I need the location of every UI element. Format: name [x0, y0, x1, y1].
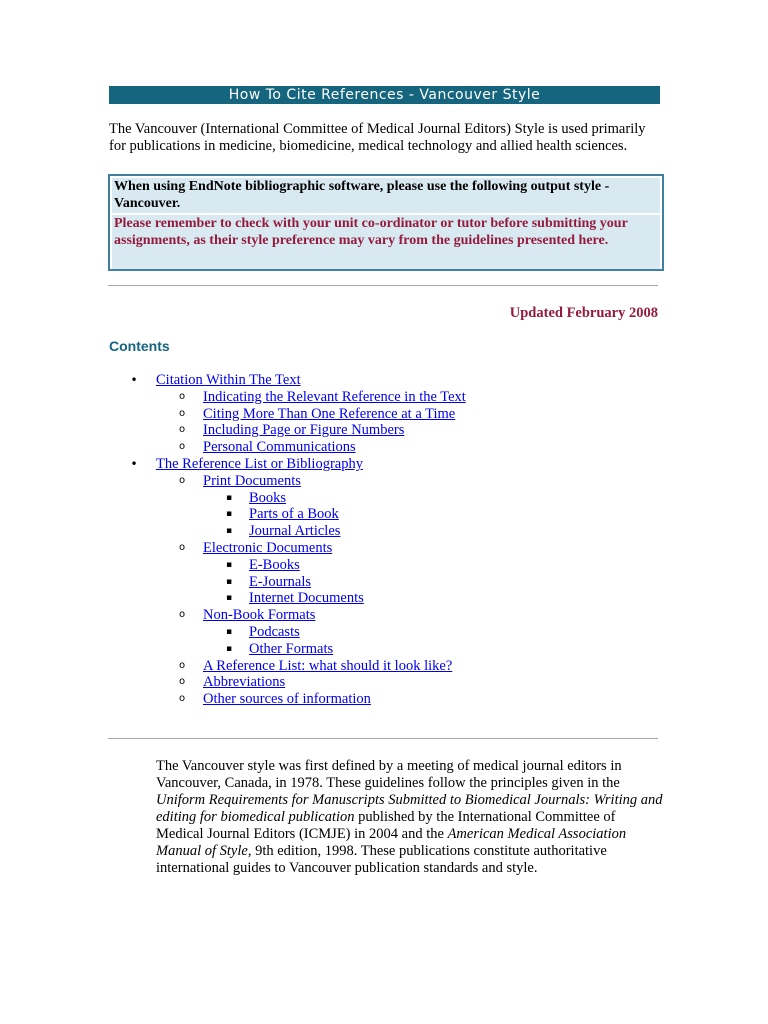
list-marker-icon: o: [178, 659, 186, 671]
toc-link[interactable]: Non-Book Formats: [203, 607, 316, 624]
list-marker-icon: ▪: [225, 576, 233, 587]
list-marker-icon: ▪: [225, 626, 233, 637]
toc-link[interactable]: E-Journals: [249, 573, 312, 590]
toc-item: [0, 439, 768, 456]
toc-link[interactable]: The Reference List or Bibliography: [156, 455, 363, 472]
toc-link[interactable]: Citation Within The Text: [156, 372, 301, 388]
divider-top: [108, 285, 658, 286]
toc-item: [0, 624, 768, 641]
list-marker-icon: o: [178, 693, 186, 705]
toc-item: [0, 674, 768, 691]
toc-item: [0, 691, 768, 708]
list-marker-icon: •: [130, 456, 138, 471]
history-paragraph: [156, 758, 664, 877]
toc-link[interactable]: Including Page or Figure Numbers: [203, 422, 405, 439]
notice-box: [108, 174, 664, 271]
toc-link[interactable]: Other Formats: [249, 640, 334, 657]
toc-link[interactable]: Internet Documents: [249, 590, 364, 607]
endnote-notice: When using EndNote bibliographic software, please use the following output style - Vancouver.: [112, 178, 660, 213]
toc-link[interactable]: E-Books: [249, 556, 300, 573]
toc-item: [0, 506, 768, 523]
page-title-bar: [109, 86, 660, 104]
toc-item: [0, 456, 768, 473]
toc-item: [0, 473, 768, 490]
list-marker-icon: o: [178, 390, 186, 402]
updated-date: Updated February 2008: [509, 305, 658, 321]
history-text-2: published by the International Committee of Medical Journal Editors (ICMJE) in 2004 and the: [156, 809, 616, 842]
toc-link[interactable]: Abbreviations: [203, 674, 286, 691]
toc-item: [0, 540, 768, 557]
list-marker-icon: ▪: [225, 526, 233, 537]
list-marker-icon: ▪: [225, 492, 233, 503]
toc-item: [0, 523, 768, 540]
toc-link[interactable]: Other sources of information: [203, 691, 371, 708]
history-text-1: The Vancouver style was first defined by a meeting of medical journal editors in Vancouver, Canada, in 1978. These guidelines follow the principles given in the: [156, 758, 622, 791]
intro-paragraph: The Vancouver (International Committee of Medical Journal Editors) Style is used primarily for publications in medicine, biomedicine, medical technology and allied health sciences.: [109, 121, 646, 154]
divider-bottom: [108, 738, 658, 739]
toc-link[interactable]: A Reference List: what should it look like?: [203, 657, 453, 674]
list-marker-icon: •: [130, 373, 138, 387]
list-marker-icon: o: [178, 541, 186, 553]
contents-heading: Contents: [109, 338, 170, 354]
toc-item: [0, 372, 768, 389]
toc-item: [0, 557, 768, 574]
toc-item: [0, 641, 768, 658]
toc-link[interactable]: Citing More Than One Reference at a Time: [203, 405, 456, 422]
list-marker-icon: ▪: [225, 559, 233, 570]
table-of-contents: [0, 372, 768, 708]
toc-link[interactable]: Print Documents: [203, 472, 301, 489]
list-marker-icon: ▪: [225, 509, 233, 520]
list-marker-icon: o: [178, 407, 186, 419]
list-marker-icon: ▪: [225, 593, 233, 604]
toc-item: [0, 406, 768, 423]
list-marker-icon: o: [178, 441, 186, 453]
list-marker-icon: o: [178, 424, 186, 436]
toc-link[interactable]: Books: [249, 489, 287, 506]
toc-item: [0, 590, 768, 607]
history-text-3: , 9th edition, 1998. These publications constitute authoritative international guides to Vancouver publication standards and style.: [156, 843, 607, 876]
list-marker-icon: o: [178, 474, 186, 486]
toc-link[interactable]: Personal Communications: [203, 439, 356, 456]
toc-link[interactable]: Parts of a Book: [249, 506, 339, 523]
toc-item: [0, 574, 768, 591]
toc-item: [0, 490, 768, 507]
reminder-notice: Please remember to check with your unit co-ordinator or tutor before submitting your assignments, as their style preference may vary from the guidelines presented here.: [112, 215, 660, 269]
page-title: How To Cite References - Vancouver Style: [228, 87, 541, 103]
toc-link[interactable]: Journal Articles: [249, 523, 341, 540]
toc-link[interactable]: Podcasts: [249, 623, 300, 640]
list-marker-icon: o: [178, 676, 186, 688]
toc-item: [0, 422, 768, 439]
toc-item: [0, 658, 768, 675]
toc-item: [0, 389, 768, 406]
ama-manual-title: American Medical Association Manual of Style: [156, 826, 627, 859]
uniform-requirements-title: Uniform Requirements for Manuscripts Submitted to Biomedical Journals: Writing and editing for biomedical publication: [156, 792, 663, 825]
toc-item: [0, 607, 768, 624]
toc-link[interactable]: Indicating the Relevant Reference in the Text: [203, 388, 466, 405]
list-marker-icon: ▪: [225, 643, 233, 654]
list-marker-icon: o: [178, 609, 186, 621]
toc-link[interactable]: Electronic Documents: [203, 539, 333, 556]
